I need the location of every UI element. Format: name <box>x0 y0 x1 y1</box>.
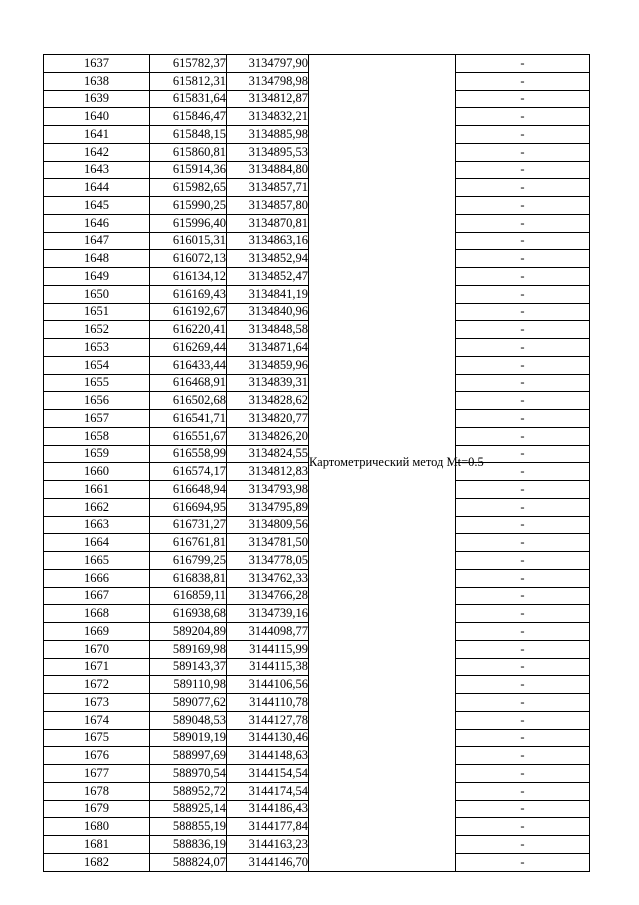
y-coordinate-cell: 3134820,77 <box>227 410 309 428</box>
note-cell: - <box>456 569 590 587</box>
x-coordinate-cell: 616731,27 <box>150 516 227 534</box>
y-coordinate-cell: 3134824,55 <box>227 445 309 463</box>
point-number-cell: 1646 <box>44 214 150 232</box>
x-coordinate-cell: 616551,67 <box>150 427 227 445</box>
note-cell: - <box>456 463 590 481</box>
coordinates-table <box>43 54 590 872</box>
x-coordinate-cell: 615846,47 <box>150 108 227 126</box>
y-coordinate-cell: 3144115,99 <box>227 640 309 658</box>
note-cell: - <box>456 374 590 392</box>
point-number-cell: 1666 <box>44 569 150 587</box>
y-coordinate-cell: 3144106,56 <box>227 676 309 694</box>
point-number-cell: 1668 <box>44 605 150 623</box>
y-coordinate-cell: 3134793,98 <box>227 481 309 499</box>
note-cell: - <box>456 676 590 694</box>
x-coordinate-cell: 615914,36 <box>150 161 227 179</box>
y-coordinate-cell: 3134871,64 <box>227 339 309 357</box>
note-cell: - <box>456 55 590 73</box>
point-number-cell: 1662 <box>44 498 150 516</box>
note-cell: - <box>456 552 590 570</box>
point-number-cell: 1670 <box>44 640 150 658</box>
x-coordinate-cell: 615812,31 <box>150 72 227 90</box>
y-coordinate-cell: 3134832,21 <box>227 108 309 126</box>
note-cell: - <box>456 800 590 818</box>
note-cell: - <box>456 356 590 374</box>
note-cell: - <box>456 161 590 179</box>
point-number-cell: 1648 <box>44 250 150 268</box>
note-cell: - <box>456 445 590 463</box>
note-cell: - <box>456 836 590 854</box>
point-number-cell: 1660 <box>44 463 150 481</box>
note-cell: - <box>456 658 590 676</box>
point-number-cell: 1675 <box>44 729 150 747</box>
x-coordinate-cell: 588925,14 <box>150 800 227 818</box>
point-number-cell: 1672 <box>44 676 150 694</box>
y-coordinate-cell: 3134859,96 <box>227 356 309 374</box>
y-coordinate-cell: 3134809,56 <box>227 516 309 534</box>
point-number-cell: 1651 <box>44 303 150 321</box>
x-coordinate-cell: 616859,11 <box>150 587 227 605</box>
x-coordinate-cell: 616433,44 <box>150 356 227 374</box>
note-cell: - <box>456 640 590 658</box>
y-coordinate-cell: 3134781,50 <box>227 534 309 552</box>
point-number-cell: 1673 <box>44 694 150 712</box>
y-coordinate-cell: 3134839,31 <box>227 374 309 392</box>
point-number-cell: 1667 <box>44 587 150 605</box>
x-coordinate-cell: 589143,37 <box>150 658 227 676</box>
y-coordinate-cell: 3134795,89 <box>227 498 309 516</box>
note-cell: - <box>456 853 590 871</box>
y-coordinate-cell: 3144174,54 <box>227 782 309 800</box>
point-number-cell: 1652 <box>44 321 150 339</box>
note-cell: - <box>456 321 590 339</box>
point-number-cell: 1644 <box>44 179 150 197</box>
y-coordinate-cell: 3134812,87 <box>227 90 309 108</box>
note-cell: - <box>456 427 590 445</box>
x-coordinate-cell: 588836,19 <box>150 836 227 854</box>
point-number-cell: 1654 <box>44 356 150 374</box>
point-number-cell: 1659 <box>44 445 150 463</box>
point-number-cell: 1669 <box>44 623 150 641</box>
point-number-cell: 1665 <box>44 552 150 570</box>
x-coordinate-cell: 616541,71 <box>150 410 227 428</box>
y-coordinate-cell: 3134852,47 <box>227 268 309 286</box>
y-coordinate-cell: 3134857,71 <box>227 179 309 197</box>
y-coordinate-cell: 3144148,63 <box>227 747 309 765</box>
x-coordinate-cell: 616938,68 <box>150 605 227 623</box>
x-coordinate-cell: 615990,25 <box>150 197 227 215</box>
point-number-cell: 1678 <box>44 782 150 800</box>
x-coordinate-cell: 588855,19 <box>150 818 227 836</box>
x-coordinate-cell: 589077,62 <box>150 694 227 712</box>
y-coordinate-cell: 3134812,83 <box>227 463 309 481</box>
y-coordinate-cell: 3134762,33 <box>227 569 309 587</box>
note-cell: - <box>456 303 590 321</box>
note-cell: - <box>456 410 590 428</box>
x-coordinate-cell: 616558,99 <box>150 445 227 463</box>
y-coordinate-cell: 3134857,80 <box>227 197 309 215</box>
y-coordinate-cell: 3134840,96 <box>227 303 309 321</box>
x-coordinate-cell: 616799,25 <box>150 552 227 570</box>
x-coordinate-cell: 616015,31 <box>150 232 227 250</box>
x-coordinate-cell: 589110,98 <box>150 676 227 694</box>
x-coordinate-cell: 588824,07 <box>150 853 227 871</box>
point-number-cell: 1650 <box>44 285 150 303</box>
y-coordinate-cell: 3134766,28 <box>227 587 309 605</box>
y-coordinate-cell: 3144146,70 <box>227 853 309 871</box>
point-number-cell: 1643 <box>44 161 150 179</box>
point-number-cell: 1637 <box>44 55 150 73</box>
note-cell: - <box>456 108 590 126</box>
point-number-cell: 1638 <box>44 72 150 90</box>
note-cell: - <box>456 623 590 641</box>
note-cell: - <box>456 126 590 144</box>
note-cell: - <box>456 143 590 161</box>
y-coordinate-cell: 3134798,98 <box>227 72 309 90</box>
note-cell: - <box>456 250 590 268</box>
point-number-cell: 1679 <box>44 800 150 818</box>
note-cell: - <box>456 818 590 836</box>
y-coordinate-cell: 3144186,43 <box>227 800 309 818</box>
point-number-cell: 1674 <box>44 711 150 729</box>
x-coordinate-cell: 615782,37 <box>150 55 227 73</box>
x-coordinate-cell: 615860,81 <box>150 143 227 161</box>
method-cell: Картометрический метод Mt=0.5 <box>309 55 456 872</box>
x-coordinate-cell: 616648,94 <box>150 481 227 499</box>
y-coordinate-cell: 3144115,38 <box>227 658 309 676</box>
point-number-cell: 1641 <box>44 126 150 144</box>
note-cell: - <box>456 694 590 712</box>
y-coordinate-cell: 3134870,81 <box>227 214 309 232</box>
point-number-cell: 1656 <box>44 392 150 410</box>
x-coordinate-cell: 589048,53 <box>150 711 227 729</box>
x-coordinate-cell: 615996,40 <box>150 214 227 232</box>
point-number-cell: 1663 <box>44 516 150 534</box>
point-number-cell: 1658 <box>44 427 150 445</box>
x-coordinate-cell: 616072,13 <box>150 250 227 268</box>
x-coordinate-cell: 616694,95 <box>150 498 227 516</box>
note-cell: - <box>456 232 590 250</box>
point-number-cell: 1640 <box>44 108 150 126</box>
note-cell: - <box>456 765 590 783</box>
y-coordinate-cell: 3144154,54 <box>227 765 309 783</box>
point-number-cell: 1649 <box>44 268 150 286</box>
y-coordinate-cell: 3134863,16 <box>227 232 309 250</box>
note-cell: - <box>456 711 590 729</box>
x-coordinate-cell: 615848,15 <box>150 126 227 144</box>
x-coordinate-cell: 616192,67 <box>150 303 227 321</box>
x-coordinate-cell: 589169,98 <box>150 640 227 658</box>
x-coordinate-cell: 588997,69 <box>150 747 227 765</box>
x-coordinate-cell: 589204,89 <box>150 623 227 641</box>
note-cell: - <box>456 481 590 499</box>
point-number-cell: 1653 <box>44 339 150 357</box>
y-coordinate-cell: 3134828,62 <box>227 392 309 410</box>
x-coordinate-cell: 589019,19 <box>150 729 227 747</box>
note-cell: - <box>456 72 590 90</box>
note-cell: - <box>456 214 590 232</box>
coordinates-table-body <box>44 55 590 872</box>
x-coordinate-cell: 616502,68 <box>150 392 227 410</box>
point-number-cell: 1657 <box>44 410 150 428</box>
point-number-cell: 1642 <box>44 143 150 161</box>
y-coordinate-cell: 3134739,16 <box>227 605 309 623</box>
y-coordinate-cell: 3134797,90 <box>227 55 309 73</box>
x-coordinate-cell: 616169,43 <box>150 285 227 303</box>
y-coordinate-cell: 3134885,98 <box>227 126 309 144</box>
x-coordinate-cell: 616838,81 <box>150 569 227 587</box>
point-number-cell: 1664 <box>44 534 150 552</box>
point-number-cell: 1645 <box>44 197 150 215</box>
x-coordinate-cell: 588970,54 <box>150 765 227 783</box>
table-row <box>44 55 590 73</box>
x-coordinate-cell: 615831,64 <box>150 90 227 108</box>
note-cell: - <box>456 782 590 800</box>
y-coordinate-cell: 3134895,53 <box>227 143 309 161</box>
point-number-cell: 1681 <box>44 836 150 854</box>
x-coordinate-cell: 616574,17 <box>150 463 227 481</box>
y-coordinate-cell: 3134884,80 <box>227 161 309 179</box>
x-coordinate-cell: 616468,91 <box>150 374 227 392</box>
note-cell: - <box>456 587 590 605</box>
note-cell: - <box>456 747 590 765</box>
note-cell: - <box>456 516 590 534</box>
note-cell: - <box>456 392 590 410</box>
x-coordinate-cell: 616761,81 <box>150 534 227 552</box>
note-cell: - <box>456 534 590 552</box>
y-coordinate-cell: 3134826,20 <box>227 427 309 445</box>
note-cell: - <box>456 197 590 215</box>
x-coordinate-cell: 588952,72 <box>150 782 227 800</box>
note-cell: - <box>456 339 590 357</box>
x-coordinate-cell: 615982,65 <box>150 179 227 197</box>
point-number-cell: 1661 <box>44 481 150 499</box>
y-coordinate-cell: 3134841,19 <box>227 285 309 303</box>
y-coordinate-cell: 3144177,84 <box>227 818 309 836</box>
x-coordinate-cell: 616220,41 <box>150 321 227 339</box>
note-cell: - <box>456 605 590 623</box>
point-number-cell: 1639 <box>44 90 150 108</box>
point-number-cell: 1680 <box>44 818 150 836</box>
point-number-cell: 1647 <box>44 232 150 250</box>
y-coordinate-cell: 3144130,46 <box>227 729 309 747</box>
y-coordinate-cell: 3144163,23 <box>227 836 309 854</box>
note-cell: - <box>456 179 590 197</box>
point-number-cell: 1682 <box>44 853 150 871</box>
point-number-cell: 1655 <box>44 374 150 392</box>
note-cell: - <box>456 268 590 286</box>
y-coordinate-cell: 3144110,78 <box>227 694 309 712</box>
y-coordinate-cell: 3134852,94 <box>227 250 309 268</box>
point-number-cell: 1676 <box>44 747 150 765</box>
note-cell: - <box>456 498 590 516</box>
y-coordinate-cell: 3134848,58 <box>227 321 309 339</box>
y-coordinate-cell: 3144098,77 <box>227 623 309 641</box>
y-coordinate-cell: 3134778,05 <box>227 552 309 570</box>
x-coordinate-cell: 616134,12 <box>150 268 227 286</box>
y-coordinate-cell: 3144127,78 <box>227 711 309 729</box>
note-cell: - <box>456 90 590 108</box>
x-coordinate-cell: 616269,44 <box>150 339 227 357</box>
point-number-cell: 1671 <box>44 658 150 676</box>
point-number-cell: 1677 <box>44 765 150 783</box>
note-cell: - <box>456 285 590 303</box>
note-cell: - <box>456 729 590 747</box>
